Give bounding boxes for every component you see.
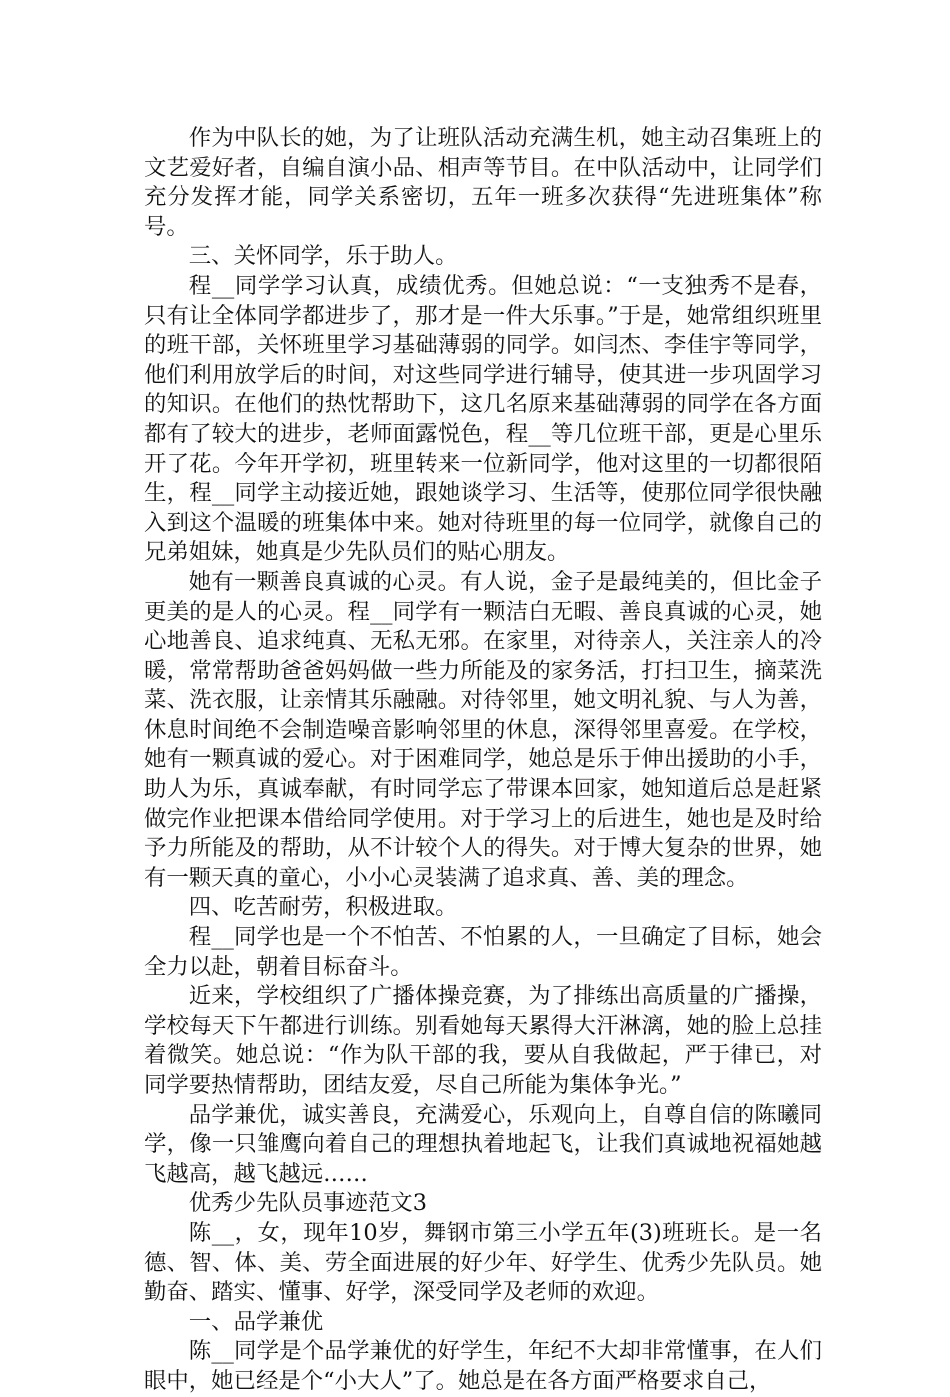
paragraph-blessing: 品学兼优，诚实善良，充满爱心，乐观向上，自尊自信的陈曦同学，像一只雏鹰向着自己的理想执着地起飞，让我们真诚地祝福她越飞越高，越飞越远…… [144,1101,822,1187]
heading-section-one: 一、品学兼优 [188,1308,324,1335]
paragraph-helping-classmates: 程__同学学习认真，成绩优秀。但她总说：“一支独秀不是春，只有让全体同学都进步了，那才是一件大乐事。”于是，她常组织班里的班干部，关怀班里学习基础薄弱的同学。如闫杰、李佳宇等同学，他们利用放学后的时间，对这些同学进行辅导，使其进一步巩固学习的知识。在他们的热忱帮助下，这几名原来基础薄弱的同学在各方面都有了较大的进步，老师面露悦色，程__等几位班干部，更是心里乐开了花。今年开学初，班里转来一位新同学，他对这里的一切都很陌生，程__同学主动接近她，跟她谈学习、生活等，使那位同学很快融入到这个温暖的班集体中来。她对待班里的每一位同学，就像自己的兄弟姐妹，她真是少先队员们的贴心朋友。 [144,272,822,566]
paragraph-team-leader: 作为中队长的她，为了让班队活动充满生机，她主动召集班上的文艺爱好者，自编自演小品、相声等节目。在中队活动中，让同学们充分发挥才能，同学关系密切，五年一班多次获得“先进班集体”称号。 [144,125,822,240]
heading-section-three: 三、关怀同学，乐于助人。 [188,243,458,270]
heading-sample-three: 优秀少先队员事迹范文3 [188,1190,427,1217]
paragraph-excellent-student: 陈__同学是个品学兼优的好学生，年纪不大却非常懂事，在人们眼中，她已经是个“小大人”了。她总是在各方面严格要求自己， [144,1338,822,1394]
paragraph-hardworking: 程__同学也是一个不怕苦、不怕累的人，一旦确定了目标，她会全力以赴，朝着目标奋斗。 [144,924,822,980]
document-body [144,124,822,1397]
paragraph-exercise-contest: 近来，学校组织了广播体操竞赛，为了排练出高质量的广播操，学校每天下午都进行训练。别看她每天累得大汗淋漓，她的脸上总挂着微笑。她总说：“作为队干部的我，要从自我做起，严于律已，对同学要热情帮助，团结友爱，尽自己所能为集体争光。” [144,983,822,1098]
heading-section-four: 四、吃苦耐劳，积极进取。 [188,894,458,921]
paragraph-kind-heart: 她有一颗善良真诚的心灵。有人说，金子是最纯美的，但比金子更美的是人的心灵。程__同学有一颗洁白无暇、善良真诚的心灵，她心地善良、追求纯真、无私无邪。在家里，对待亲人，关注亲人的冷暖，常常帮助爸爸妈妈做一些力所能及的家务活，打扫卫生，摘菜洗菜、洗衣服，让亲情其乐融融。对待邻里，她文明礼貌、与人为善，休息时间绝不会制造噪音影响邻里的休息，深得邻里喜爱。在学校，她有一颗真诚的爱心。对于困难同学，她总是乐于伸出援助的小手，助人为乐，真诚奉献，有时同学忘了带课本回家，她知道后总是赶紧做完作业把课本借给同学使用。对于学习上的后进生，她也是及时给予力所能及的帮助，从不计较个人的得失。对于博大复杂的世界，她有一颗天真的童心，小小心灵装满了追求真、善、美的理念。 [144,568,822,891]
paragraph-introduction: 陈__，女，现年10岁，舞钢市第三小学五年(3)班班长。是一名德、智、体、美、劳全面进展的好少年、好学生、优秀少先队员。她勤奋、踏实、懂事、好学，深受同学及老师的欢迎。 [144,1219,822,1306]
